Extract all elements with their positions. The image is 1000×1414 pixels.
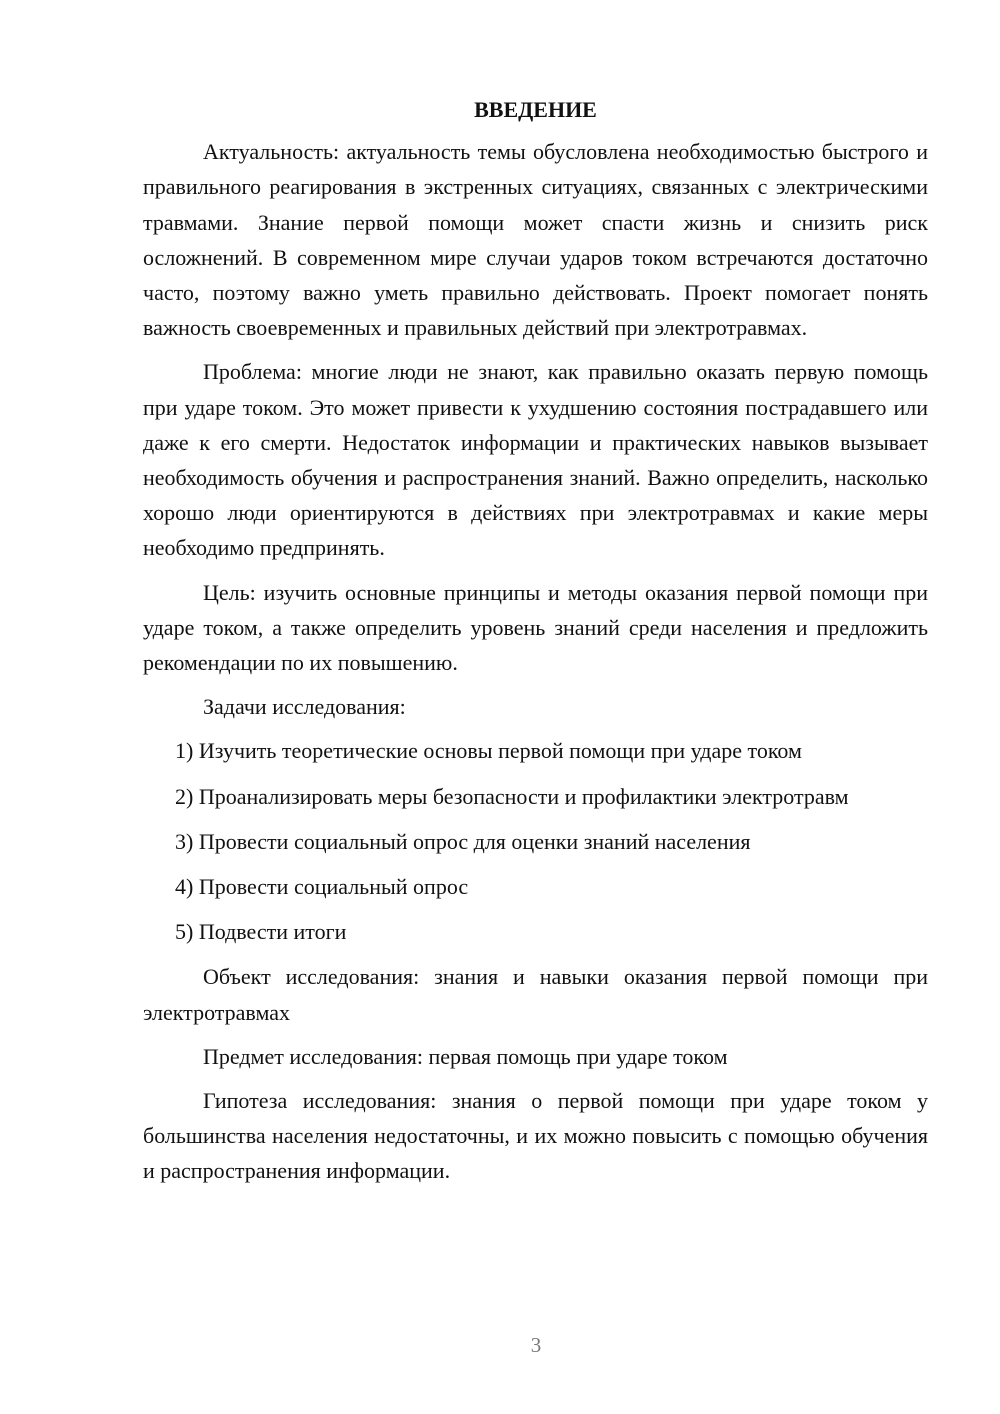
tasks-heading: Задачи исследования: xyxy=(203,694,406,720)
page-title: ВВЕДЕНИЕ xyxy=(474,97,597,122)
problem-paragraph: Проблема: многие люди не знают, как правильно оказать первую помощь при ударе током. Это может привести к ухудшению состояния пострадавшего или даже к его смерти. Недостаток информации и практических навыков вызывает необходимость обучения и распространения знаний. Важно определить, насколько хорошо люди ориентируются в действиях при электротравмах и какие меры необходимо предпринять. xyxy=(143,359,928,561)
task-item-1: 1) Изучить теоретические основы первой помощи при ударе током xyxy=(175,738,802,764)
task-item-4: 4) Провести социальный опрос xyxy=(175,874,469,900)
object-paragraph: Объект исследования: знания и навыки оказания первой помощи при электротравмах xyxy=(143,964,928,1025)
relevance-paragraph: Актуальность: актуальность темы обусловлена необходимостью быстрого и правильного реагирования в экстренных ситуациях, связанных с электрическими травмами. Знание первой помощи может спасти жизнь и снизить риск осложнений. В современном мире случаи ударов током встречаются достаточно часто, поэтому важно уметь правильно действовать. Проект помогает понять важность своевременных и правильных действий при электротравмах. xyxy=(143,139,928,341)
task-item-2: 2) Проанализировать меры безопасности и профилактики электротравм xyxy=(175,783,849,809)
hypothesis-paragraph: Гипотеза исследования: знания о первой помощи при ударе током у большинства населения недостаточны, и их можно повысить с помощью обучения и распространения информации. xyxy=(143,1088,928,1184)
page-content xyxy=(143,92,928,1198)
task-item-5: 5) Подвести итоги xyxy=(175,919,347,945)
page-number: 3 xyxy=(530,1333,542,1357)
task-item-3: 3) Провести социальный опрос для оценки знаний населения xyxy=(175,828,751,854)
goal-paragraph: Цель: изучить основные принципы и методы оказания первой помощи при ударе током, а также определить уровень знаний среди населения и предложить рекомендации по их повышению. xyxy=(143,579,928,676)
subject-paragraph: Предмет исследования: первая помощь при ударе током xyxy=(203,1043,728,1069)
